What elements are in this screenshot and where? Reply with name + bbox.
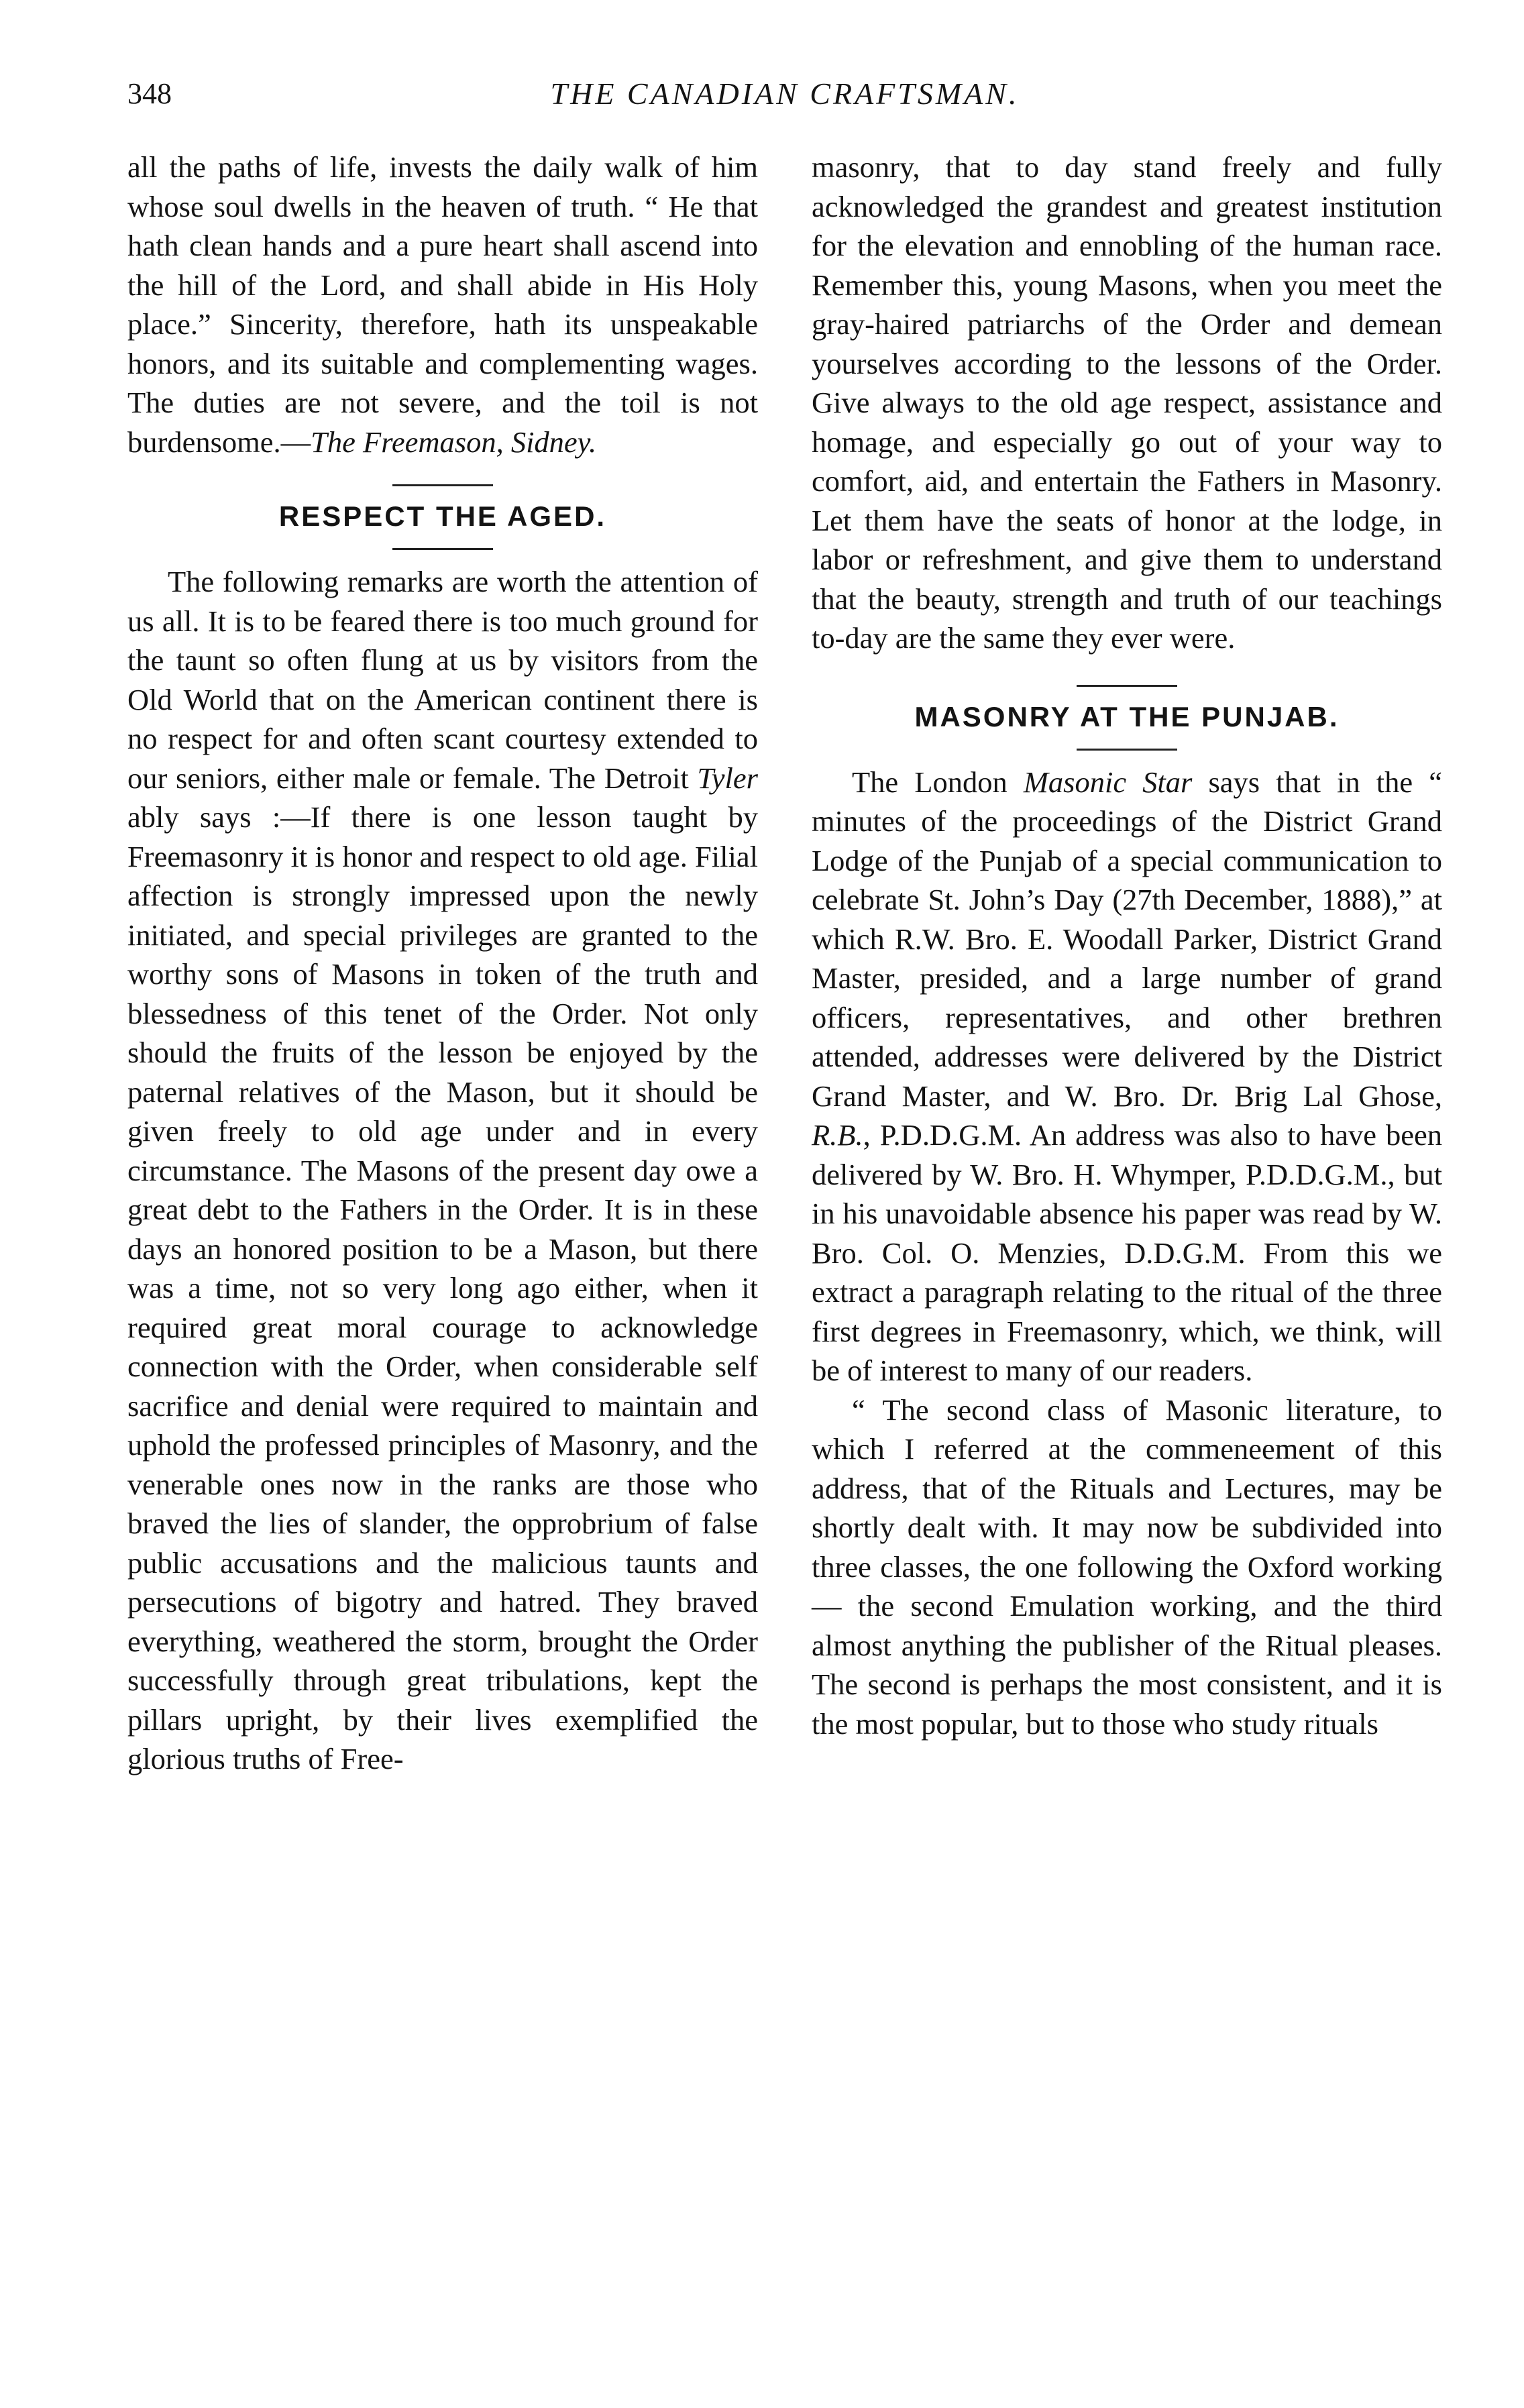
section-heading-respect-the-aged: RESPECT THE AGED. bbox=[278, 500, 607, 532]
running-title: THE CANADIAN CRAFTSMAN. bbox=[550, 76, 1020, 111]
article-text: says that in the “ minutes of the proceedings of the District Grand Lodge of the Punjab of a special communication to celebrate St. John’s Day (27th December, 1888),” at which R.W. Bro. E. Woodall Parker, District Grand Master, presided, and a large number of grand officers, representatives, and other brethren attended, addresses were delivered by the District Grand Master, and W. Bro. Dr. Brig Lal Ghose, bbox=[812, 765, 1442, 1113]
publication-name: Masonic Star bbox=[1023, 765, 1193, 799]
continuation-paragraph: masonry, that to day stand freely and fully acknowledged the grandest and greatest institution for the elevation and ennobling of the human race. Remember this, young Masons, when you meet the gray-haired patriarchs of the Order and demean yourselves according to the lessons of the Order. Give always to the old age respect, assistance and homage, and especially go out of your way to comfort, aid, and entertain the Fathers in Masonry. Let them have the seats of honor at the lodge, in labor or refreshment, and give them to understand that the beauty, strength and truth of our teachings to-day are the same they ever were. bbox=[812, 150, 1442, 655]
article-columns bbox=[127, 148, 1442, 1779]
article-text: , P.D.D.G.M. An address was also to have been delivered by W. Bro. H. Whymper, P.D.D.G.M., but in his unavoidable absence his paper was read by W. Bro. Col. O. Menzies, D.D.G.M. From this we extract a paragraph relating to the ritual of the three first degrees in Freemasonry, which, we think, will be of interest to many of our readers. bbox=[812, 1118, 1442, 1387]
article-text: ably says :—If there is one lesson taught by Freemasonry it is honor and respect to old age. Filial affection is strongly impressed upon the newly initiated, and special privileges are granted to the worthy sons of Masons in token of the truth and blessedness of this tenet of the Order. Not only should the fruits of the lesson be enjoyed by the paternal relatives of the Mason, but it should be given freely to old age under and in every circumstance. The Masons of the present day owe a great debt to the Fathers in the Order. It is in these days an honored position to be a Mason, but there was a time, not so very long ago either, when it required great moral courage to acknowledge connection with the Order, when considerable self sacrifice and denial were required to maintain and uphold the professed principles of Masonry, and the venerable ones now in the ranks are those who braved the lies of slander, the opprobrium of false public accusations and the malicious taunts and persecutions of bigotry and hatred. They braved everything, weathered the storm, brought the Order successfully through great tribulations, kept the pillars upright, by their lives exemplified the glorious truths of Free- bbox=[127, 800, 758, 1775]
page-header bbox=[127, 74, 1442, 127]
source-citation: The Freemason, Sidney. bbox=[311, 425, 597, 459]
page-number: 348 bbox=[127, 77, 172, 110]
quoted-paragraph: “ The second class of Masonic literature, to which I referred at the commeneement of this address, that of the Rituals and Lectures, may be shortly dealt with. It may now be subdivided into three classes, the one following the Oxford working — the second Emulation working, and the third almost anything the publisher of the Ritual pleases. The second is perhaps the most consistent, and it is the most popular, but to those who study rituals bbox=[812, 1392, 1442, 1741]
continuation-text: all the paths of life, invests the daily walk of him whose soul dwells in the heaven of truth. “ He that hath clean hands and a pure heart shall ascend into the hill of the Lord, and shall abide in His Holy place.” Sincerity, therefore, hath its unspeakable honors, and its suitable and complementing wages. The duties are not severe, and the toil is not burdensome.— bbox=[127, 150, 758, 459]
right-column bbox=[812, 148, 1442, 1779]
article-text: The London bbox=[852, 765, 1024, 799]
article-body bbox=[127, 562, 758, 1779]
publication-name: Tyler bbox=[697, 761, 758, 795]
continuation-paragraph bbox=[127, 148, 758, 461]
left-column bbox=[127, 148, 758, 1779]
section-heading-masonry-at-the-punjab: MASONRY AT THE PUNJAB. bbox=[914, 700, 1340, 732]
title-abbreviation: R.B. bbox=[812, 1118, 863, 1152]
page bbox=[127, 74, 1442, 2368]
article-paragraph bbox=[812, 763, 1442, 1390]
article-text: The following remarks are worth the attention of us all. It is to be feared there is too much ground for the taunt so often flung at us by visitors from the Old World that on the American continent there is no respect for and often scant courtesy extended to our seniors, either male or female. The Detroit bbox=[127, 565, 758, 795]
